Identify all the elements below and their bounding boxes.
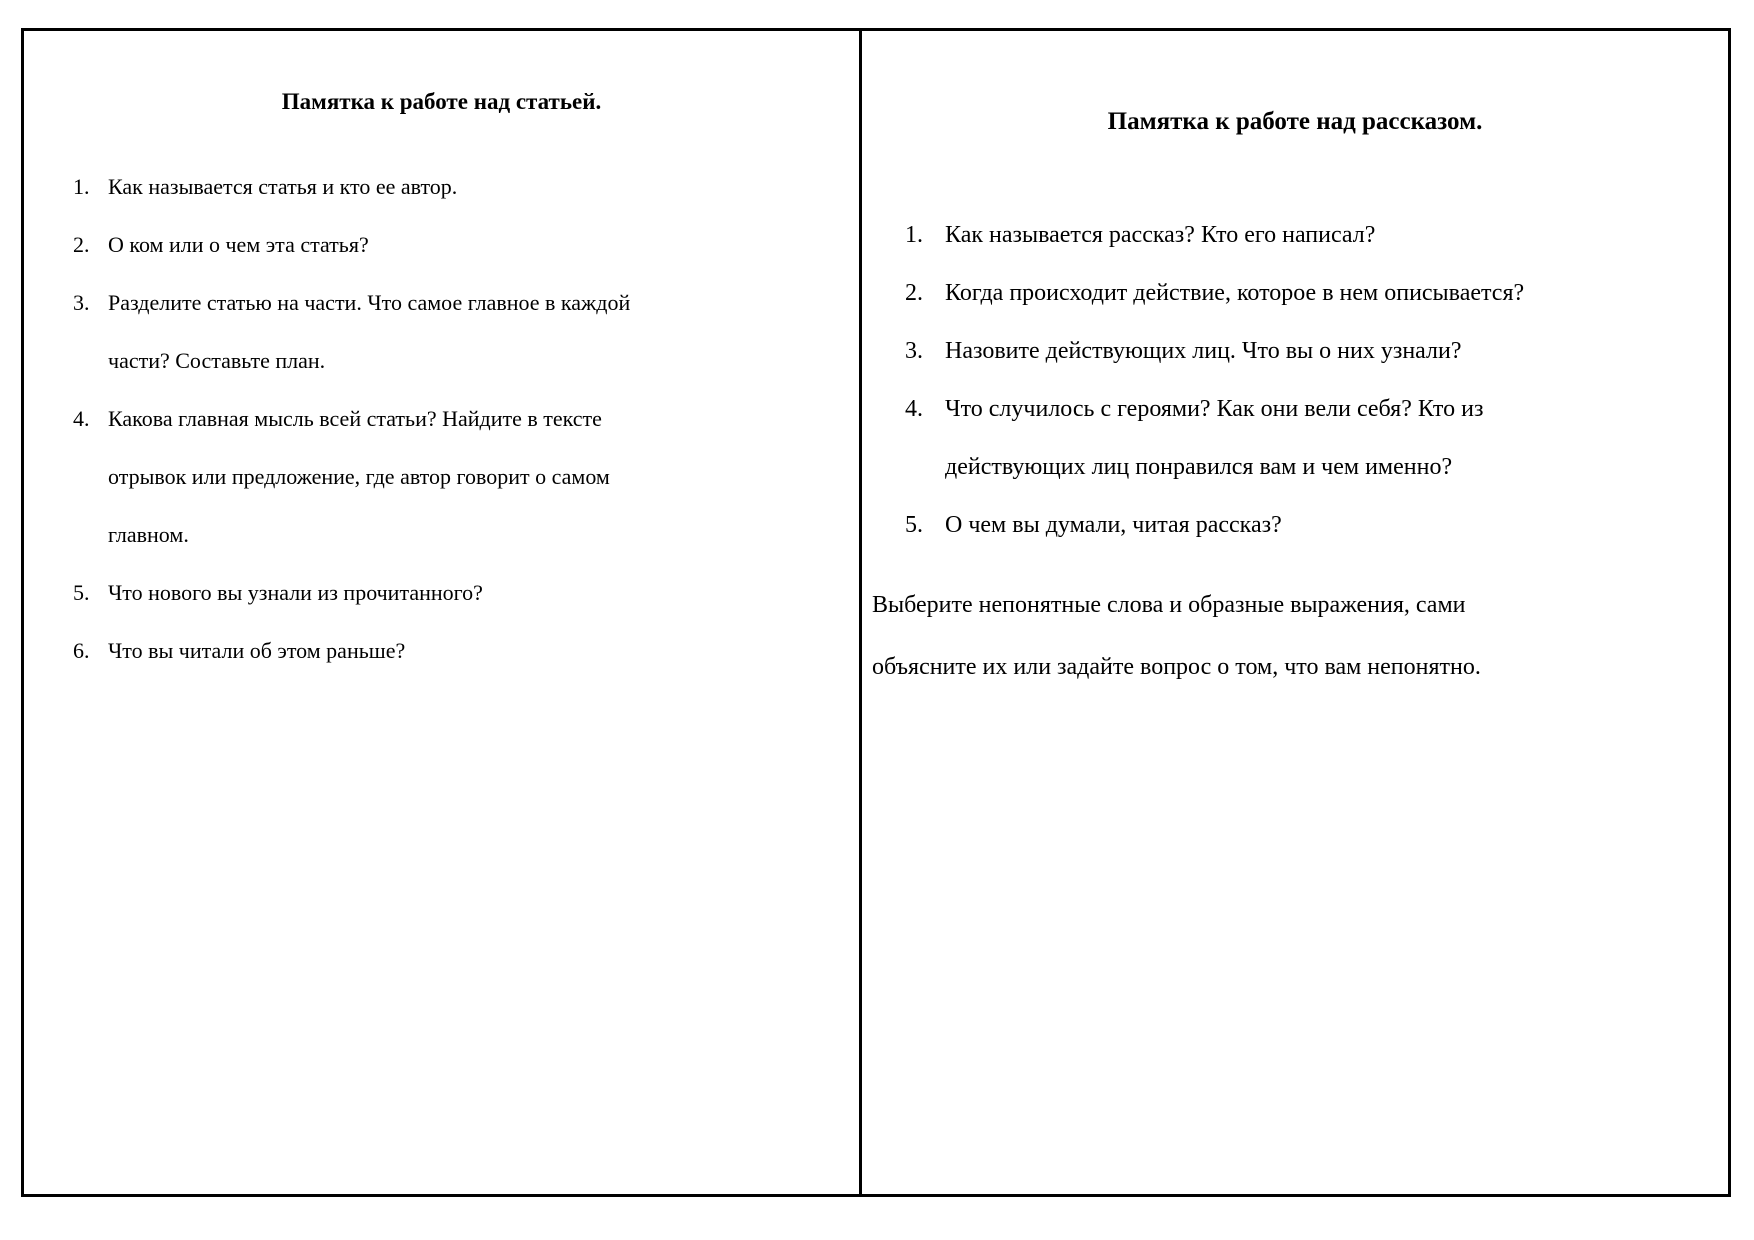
list-item — [24, 274, 859, 390]
item-number: 4. — [905, 396, 923, 422]
story-memo-list — [862, 206, 1728, 554]
article-memo-list — [24, 158, 859, 680]
footer-line: объясните их или задайте вопрос о том, что вам непонятно. — [872, 654, 1481, 680]
story-memo-panel — [862, 31, 1728, 1194]
item-line: главном. — [108, 522, 189, 547]
item-number: 5. — [73, 580, 90, 605]
article-memo-panel — [24, 31, 862, 1194]
list-item — [24, 216, 859, 274]
list-item — [24, 390, 859, 564]
item-line: Как называется рассказ? Кто его написал? — [945, 222, 1376, 248]
item-line: Какова главная мысль всей статьи? Найдите в тексте — [108, 406, 602, 431]
footer-paragraph — [862, 574, 1728, 698]
list-item — [24, 564, 859, 622]
item-number: 6. — [73, 638, 90, 663]
footer-line: Выберите непонятные слова и образные выражения, сами — [872, 592, 1466, 618]
list-item — [24, 158, 859, 216]
item-number: 5. — [905, 512, 923, 538]
item-number: 2. — [73, 232, 90, 257]
item-line: Как называется статья и кто ее автор. — [108, 174, 458, 199]
item-line: О ком или о чем эта статья? — [108, 232, 369, 257]
memo-table — [21, 28, 1731, 1197]
article-memo-title: Памятка к работе над статьей. — [281, 89, 602, 114]
list-item — [862, 206, 1728, 264]
item-number: 2. — [905, 280, 923, 306]
item-line: Когда происходит действие, которое в нем описывается? — [945, 280, 1525, 306]
item-line: Разделите статью на части. Что самое главное в каждой — [108, 290, 631, 315]
list-item — [24, 622, 859, 680]
item-line: О чем вы думали, читая рассказ? — [945, 512, 1282, 538]
item-line: Что нового вы узнали из прочитанного? — [108, 580, 483, 605]
item-number: 3. — [73, 290, 90, 315]
item-line: Назовите действующих лиц. Что вы о них узнали? — [945, 338, 1462, 364]
list-item — [862, 264, 1728, 322]
item-line: отрывок или предложение, где автор говорит о самом — [108, 464, 610, 489]
item-number: 1. — [73, 174, 90, 199]
item-line: действующих лиц понравился вам и чем именно? — [945, 454, 1453, 480]
item-number: 4. — [73, 406, 90, 431]
item-number: 3. — [905, 338, 923, 364]
list-item — [862, 380, 1728, 496]
list-item — [862, 496, 1728, 554]
story-memo-title: Памятка к работе над рассказом. — [1107, 108, 1483, 135]
item-line: Что случилось с героями? Как они вели себя? Кто из — [945, 396, 1484, 422]
item-line: части? Составьте план. — [108, 348, 326, 373]
list-item — [862, 322, 1728, 380]
item-number: 1. — [905, 222, 923, 248]
item-line: Что вы читали об этом раньше? — [108, 638, 406, 663]
